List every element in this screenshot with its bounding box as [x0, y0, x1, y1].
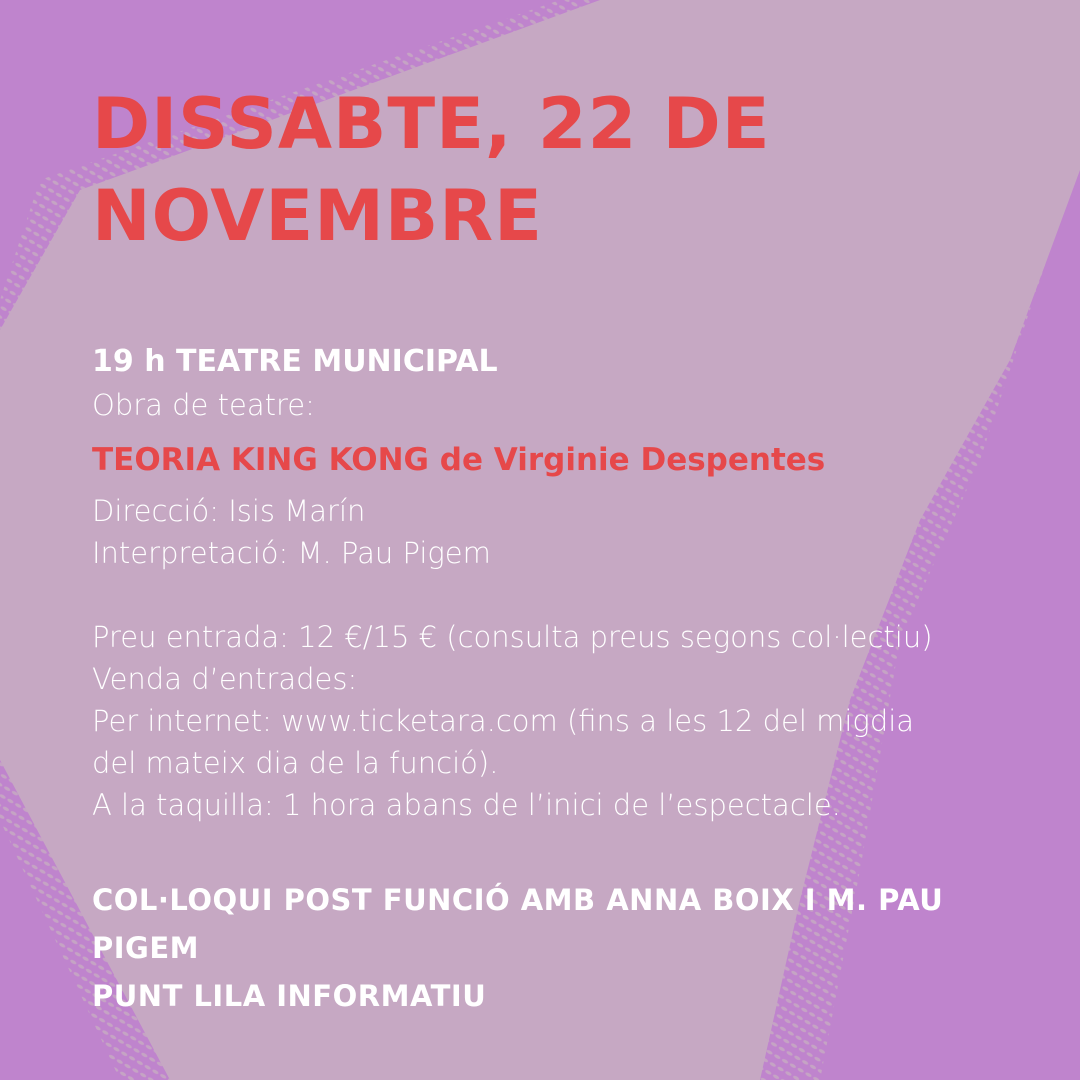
ticket-info	[92, 616, 1052, 826]
ticket-box-office: A la taquilla: 1 hora abans de l’inici de l’espectacle.	[92, 788, 841, 822]
credits	[92, 490, 1052, 574]
play-title: TEORIA KING KONG de Virginie Despentes	[92, 442, 826, 478]
ticket-online[interactable]: Per internet: www.ticketara.com (fins a les 12 del migdia	[92, 704, 915, 738]
spacer	[92, 574, 1052, 616]
spacer	[92, 826, 1052, 876]
colloquium-line-1: COL·LOQUI POST FUNCIÓ AMB ANNA BOIX I M. PAU	[92, 883, 944, 917]
punt-lila-info: PUNT LILA INFORMATIU	[92, 979, 487, 1013]
ticket-sales-heading: Venda d’entrades:	[92, 662, 358, 696]
credit-direction: Direcció: Isis Marín	[92, 494, 366, 528]
colloquium-line-2: PIGEM	[92, 931, 200, 965]
event-date	[92, 78, 1052, 262]
date-line-2: NOVEMBRE	[92, 175, 543, 257]
extras	[92, 876, 1052, 1020]
event-details	[92, 78, 1052, 1020]
ticket-price: Preu entrada: 12 €/15 € (consulta preus segons col·lectiu)	[92, 620, 933, 654]
time-and-venue: 19 h TEATRE MUNICIPAL	[92, 344, 498, 379]
ticket-online-cont: del mateix dia de la funció).	[92, 746, 499, 780]
credit-performance: Interpretació: M. Pau Pigem	[92, 536, 491, 570]
date-line-1: DISSABTE, 22 DE	[92, 83, 771, 165]
play-intro: Obra de teatre:	[92, 388, 315, 422]
